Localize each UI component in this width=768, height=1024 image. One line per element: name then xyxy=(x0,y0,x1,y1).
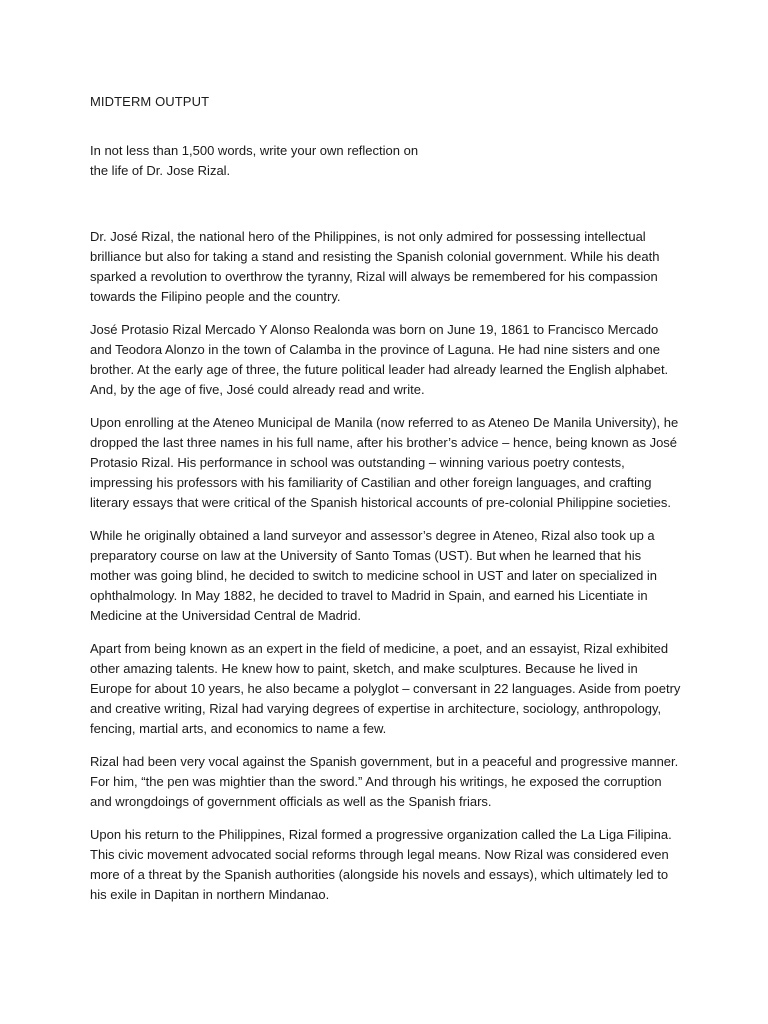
paragraph-3: Upon enrolling at the Ateneo Municipal de Manila (now referred to as Ateneo De Manila University), he dropped the last three names in his full name, after his brother’s advice – hence, being known as José Protasio Rizal. His performance in school was outstanding – winning various poetry contests, impressing his professors with his familiarity of Castilian and other foreign languages, and crafting literary essays that were critical of the Spanish historical accounts of pre-colonial Philippine societies. xyxy=(90,415,679,510)
paragraph-4: While he originally obtained a land surveyor and assessor’s degree in Ateneo, Rizal also took up a preparatory course on law at the University of Santo Tomas (UST). But when he learned that his mother was going blind, he decided to switch to medicine school in UST and later on specialized in ophthalmology. In May 1882, he decided to travel to Madrid in Spain, and earned his Licentiate in Medicine at the Universidad Central de Madrid. xyxy=(90,528,658,623)
paragraph-2: José Protasio Rizal Mercado Y Alonso Realonda was born on June 19, 1861 to Francisco Mercado and Teodora Alonzo in the town of Calamba in the province of Laguna. He had nine sisters and one brother. At the early age of three, the future political leader had already learned the English alphabet. And, by the age of five, José could already read and write. xyxy=(90,322,669,397)
document-title: MIDTERM OUTPUT xyxy=(90,94,210,109)
assignment-prompt xyxy=(90,141,430,181)
prompt-line-1: In not less than 1,500 words, write your own reflection on xyxy=(90,143,419,158)
document-page xyxy=(90,93,690,918)
prompt-line-2: the life of Dr. Jose Rizal. xyxy=(90,163,231,178)
paragraph-6: Rizal had been very vocal against the Spanish government, but in a peaceful and progressive manner. For him, “the pen was mightier than the sword.” And through his writings, he exposed the corruption and wrongdoings of government officials as well as the Spanish friars. xyxy=(90,754,679,809)
paragraph-5: Apart from being known as an expert in the field of medicine, a poet, and an essayist, Rizal exhibited other amazing talents. He knew how to paint, sketch, and make sculptures. Because he lived in Europe for about 10 years, he also became a polyglot – conversant in 22 languages. Aside from poetry and creative writing, Rizal had varying degrees of expertise in architecture, sociology, anthropology, fencing, martial arts, and economics to name a few. xyxy=(90,641,681,736)
paragraph-7: Upon his return to the Philippines, Rizal formed a progressive organization called the La Liga Filipina. This civic movement advocated social reforms through legal means. Now Rizal was considered even more of a threat by the Spanish authorities (alongside his novels and essays), which ultimately led to his exile in Dapitan in northern Mindanao. xyxy=(90,827,672,902)
reflection-body xyxy=(90,227,690,905)
paragraph-1: Dr. José Rizal, the national hero of the Philippines, is not only admired for possessing intellectual brilliance but also for taking a stand and resisting the Spanish colonial government. While his death sparked a revolution to overthrow the tyranny, Rizal will always be remembered for his compassion towards the Filipino people and the country. xyxy=(90,229,660,304)
